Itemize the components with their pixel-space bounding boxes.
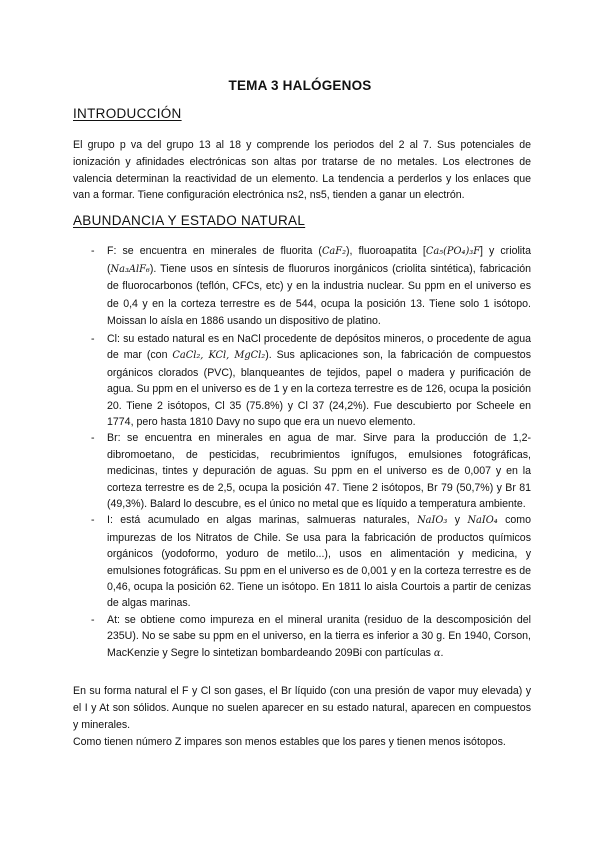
list-item-cloro: - Cl: su estado natural es en NaCl procedente de depósitos mineros, o procedente de agua de mar (con CaCl₂, KCl, MgCl₂). Sus aplicaciones son, la fabricación de compuestos orgánicos clorados (PVC), blanqueantes de tejidos, papel o madera y purificación de agua. Su ppm en el universo es de 1 y en la corteza terrestre es de 126, ocupa la posición 20. Tiene 2 isótopos, Cl 35 (75.8%) y Cl 37 (24,2%). Fue descubierto por Scheele en 1774, pero hasta 1810 Davy no supo que era un nuevo elemento. bbox=[91, 332, 532, 428]
closing-paragraph-1: En su forma natural el F y Cl son gases, el Br líquido (con una presión de vapor muy elevada) y el I y At son sólidos. Aunque no suelen aparecer en su estado natural, aparecen en compuestos y minerales. bbox=[73, 685, 531, 731]
formula-criolita: Na₃AlF₆ bbox=[110, 263, 150, 275]
symbol-alpha: α bbox=[433, 647, 441, 659]
formula-peryodato: NaIO₄ bbox=[467, 515, 498, 527]
section-heading-abundancia: ABUNDANCIA Y ESTADO NATURAL bbox=[73, 213, 306, 228]
list-item-yodo: - I: está acumulado en algas marinas, salmueras naturales, NaIO₃ y NaIO₄ como impurezas de los Nitratos de Chile. Se usa para la fabricación de productos químicos orgánicos (yodoformo, yoduro de metilo...), usos en alimentación y medicina, y emulsiones fotográficas. Su ppm en el universo es de 0,001 y en la corteza terrestre es de 0,46, ocupa la posición 62. Tiene un isótopo. En 1811 lo aisla Courtois a partir de cenizas de algas marinas. bbox=[91, 514, 531, 610]
bullet-dash: - bbox=[91, 245, 95, 257]
bullet-dash: - bbox=[91, 613, 95, 626]
closing-paragraph-2: Como tienen número Z impares son menos estables que los pares y tienen menos isótopos. bbox=[73, 736, 506, 748]
formula-sales-cloro: CaCl₂, KCl, MgCl₂ bbox=[172, 350, 266, 362]
list-item-bromo: - Br: se encuentra en minerales en agua de mar. Sirve para la producción de 1,2-dibromoetano, de pesticidas, recubrimientos ignífugos, emulsiones fotográficas, medicinas, tintes y depuración de aguas. Su ppm en el universo es de 0,007 y en la corteza terrestre es de 2,5, ocupa la posición 47. Tiene 2 isótopos, Br 79 (50,7%) y Br 81 (49,3%). Balard lo descubre, es el único no metal que es líquido a temperatura ambiente. bbox=[91, 432, 531, 511]
page-title: TEMA 3 HALÓGENOS bbox=[228, 78, 372, 93]
formula-fluoroapatita: Ca₅(PO₄)₃F bbox=[425, 246, 481, 257]
formula-yodato: NaIO₃ bbox=[417, 515, 448, 527]
list-item-astato: - At: se obtiene como impureza en el mineral uranita (residuo de la descomposición del 235U). No se sabe su ppm en el universo, en la tierra es inferior a 30 g. En 1940, Corson, MacKenzie y Segre lo sintetizan bombardeando 209Bi con partículas α. bbox=[91, 613, 531, 659]
formula-fluorita: CaF₂ bbox=[321, 246, 346, 257]
bullet-dash: - bbox=[91, 514, 95, 527]
list-item-fluor: - F: se encuentra en minerales de fluorita (CaF₂), fluoroapatita [Ca₅(PO₄)₃F] y criolita (Na₃AlF₆). Tiene usos en síntesis de fluoruros inorgánicos (criolita sintética), fabricación de fluorocarbonos (teflón, CFCs, etc) y en la industria nuclear. Su ppm en el universo es de 0,4 y en la corteza terrestre es de 544, ocupa la posición 13. Tiene solo 1 isótopo. Moissan lo aísla en 1886 usando un dispositivo de platino. bbox=[91, 245, 531, 328]
section-heading-introduccion: INTRODUCCIÓN bbox=[73, 106, 182, 121]
bullet-dash: - bbox=[91, 332, 95, 345]
intro-paragraph: El grupo p va del grupo 13 al 18 y comprende los periodos del 2 al 7. Sus potenciales de ionización y afinidades electrónicas son altas por tratarse de no metales. Los electrones de valencia determinan la reactividad de un elemento. La tendencia a perderlos y los enlaces que van a formar. Tiene configuración electrónica ns2, ns5, tienden a ganar un electrón. bbox=[73, 139, 531, 202]
bullet-dash: - bbox=[91, 432, 95, 445]
element-list bbox=[91, 243, 531, 662]
